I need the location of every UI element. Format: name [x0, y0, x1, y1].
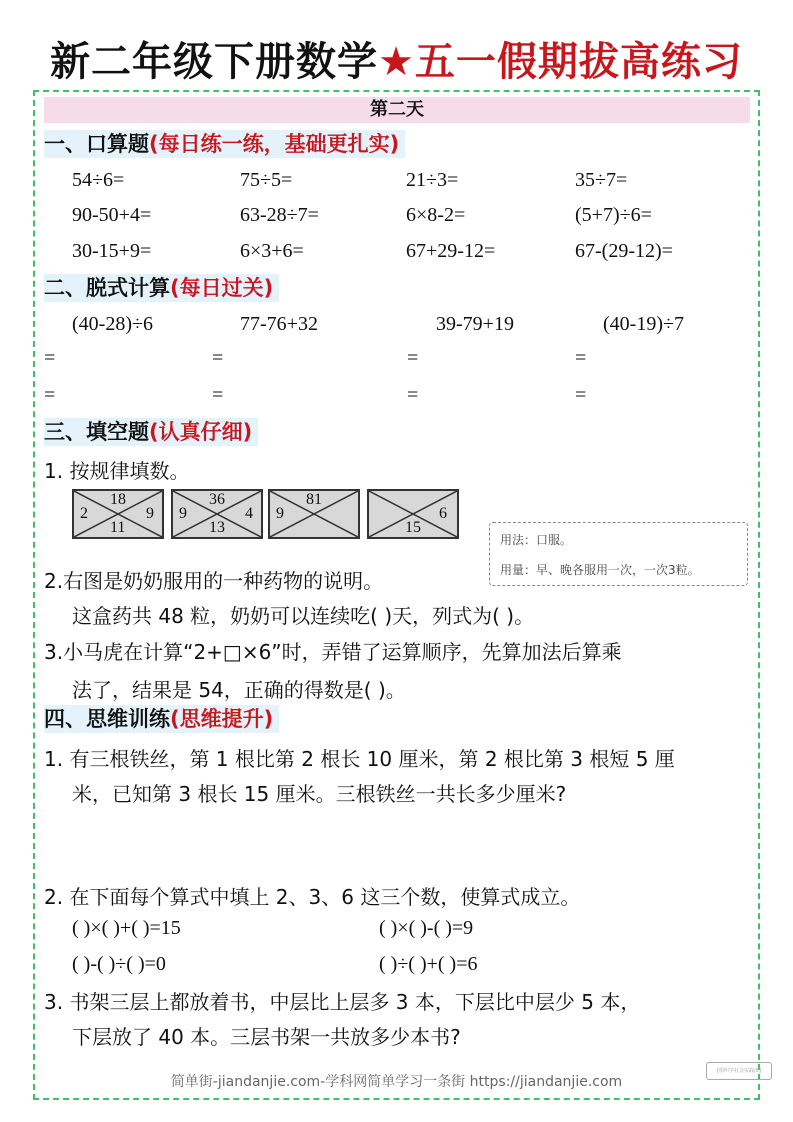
section-note: (每日练一练，基础更扎实)	[149, 132, 400, 156]
oral-problem: (5+7)÷6=	[575, 204, 652, 226]
oral-problem: 30-15+9=	[72, 240, 152, 262]
section-title: 二、脱式计算	[44, 276, 170, 300]
box-left: 2	[80, 505, 88, 522]
equals-sign: =	[44, 384, 56, 406]
star-icon: ★	[378, 39, 415, 85]
equals-sign: =	[212, 384, 224, 406]
box-right: 9	[146, 505, 154, 522]
stepwise-problem: 39-79+19	[436, 313, 514, 335]
question-text: 下层放了 40 本。三层书架一共放多少本书?	[72, 1025, 461, 1049]
stepwise-problem: (40-28)÷6	[72, 313, 153, 335]
equals-sign: =	[407, 384, 419, 406]
box-bottom: 11	[110, 519, 126, 536]
oral-problem: 35÷7=	[575, 169, 628, 191]
box-top: 18	[110, 491, 126, 508]
question-text: 这盒药共 48 粒，奶奶可以连续吃( )天，列式为( )。	[72, 604, 535, 628]
fill-equation: ( )-( )÷( )=0	[72, 953, 166, 975]
oral-problem: 54÷6=	[72, 169, 125, 191]
section-fill-header	[44, 418, 258, 446]
box-right: 6	[439, 505, 447, 522]
oral-problem: 67-(29-12)=	[575, 240, 673, 262]
page-title	[0, 30, 793, 87]
pattern-box	[367, 489, 459, 539]
medicine-dosage: 用量：早、晚各服用一次，一次3粒。	[500, 563, 700, 577]
box-right: 4	[245, 505, 253, 522]
section-stepwise-header	[44, 274, 279, 302]
box-left: 9	[276, 505, 284, 522]
question-text: 1. 有三根铁丝，第 1 根比第 2 根长 10 厘米，第 2 根比第 3 根短 5 厘	[44, 747, 675, 771]
oral-problem: 67+29-12=	[406, 240, 496, 262]
box-top: 36	[209, 491, 225, 508]
oral-problem: 6×3+6=	[240, 240, 304, 262]
oral-problem: 90-50+4=	[72, 204, 152, 226]
equals-sign: =	[575, 384, 587, 406]
title-main: 新二年级下册数学	[50, 39, 379, 85]
day-label: 第二天	[44, 97, 750, 123]
box-left: 9	[179, 505, 187, 522]
section-note: (每日过关)	[170, 276, 274, 300]
fill-equation: ( )×( )+( )=15	[72, 917, 181, 939]
footer-watermark: 简单街-jiandanjie.com-学科网简单学习一条街 https://jiandanjie.com	[170, 1074, 623, 1090]
question-text: 2.右图是奶奶服用的一种药物的说明。	[44, 569, 384, 593]
equals-sign: =	[44, 347, 56, 369]
section-oral-header	[44, 130, 405, 158]
stepwise-problem: (40-19)÷7	[603, 313, 684, 335]
box-bottom: 15	[405, 519, 421, 536]
section-thinking-header	[44, 705, 279, 733]
title-sub: 五一假期拔高练习	[414, 39, 743, 85]
question-text: 法了，结果是 54，正确的得数是( )。	[72, 678, 406, 702]
section-title: 四、思维训练	[44, 707, 170, 731]
section-note: (认真仔细)	[149, 420, 253, 444]
fill-equation: ( )÷( )+( )=6	[379, 953, 478, 975]
medicine-usage: 用法：口服。	[500, 533, 573, 547]
watermark-stamp: [组织学社会实践部]	[706, 1062, 772, 1080]
pattern-box	[171, 489, 263, 539]
question-text: 米，已知第 3 根长 15 厘米。三根铁丝一共长多少厘米?	[72, 782, 567, 806]
stepwise-problem: 77-76+32	[240, 313, 318, 335]
oral-problem: 21÷3=	[406, 169, 459, 191]
pattern-box	[268, 489, 360, 539]
box-top: 81	[306, 491, 322, 508]
question-text: 2. 在下面每个算式中填上 2、3、6 这三个数，使算式成立。	[44, 885, 581, 909]
oral-problem: 63-28÷7=	[240, 204, 319, 226]
question-text: 1. 按规律填数。	[44, 459, 190, 483]
oral-problem: 75÷5=	[240, 169, 293, 191]
oral-problem: 6×8-2=	[406, 204, 466, 226]
medicine-instructions	[489, 522, 748, 586]
question-text: 3.小马虎在计算“2+□×6”时，弄错了运算顺序，先算加法后算乘	[44, 640, 622, 664]
equals-sign: =	[212, 347, 224, 369]
fill-equation: ( )×( )-( )=9	[379, 917, 474, 939]
pattern-box	[72, 489, 164, 539]
section-title: 三、填空题	[44, 420, 149, 444]
question-text: 3. 书架三层上都放着书，中层比上层多 3 本，下层比中层少 5 本，	[44, 990, 641, 1014]
section-title: 一、口算题	[44, 132, 149, 156]
box-bottom: 13	[209, 519, 225, 536]
section-note: (思维提升)	[170, 707, 274, 731]
equals-sign: =	[407, 347, 419, 369]
equals-sign: =	[575, 347, 587, 369]
